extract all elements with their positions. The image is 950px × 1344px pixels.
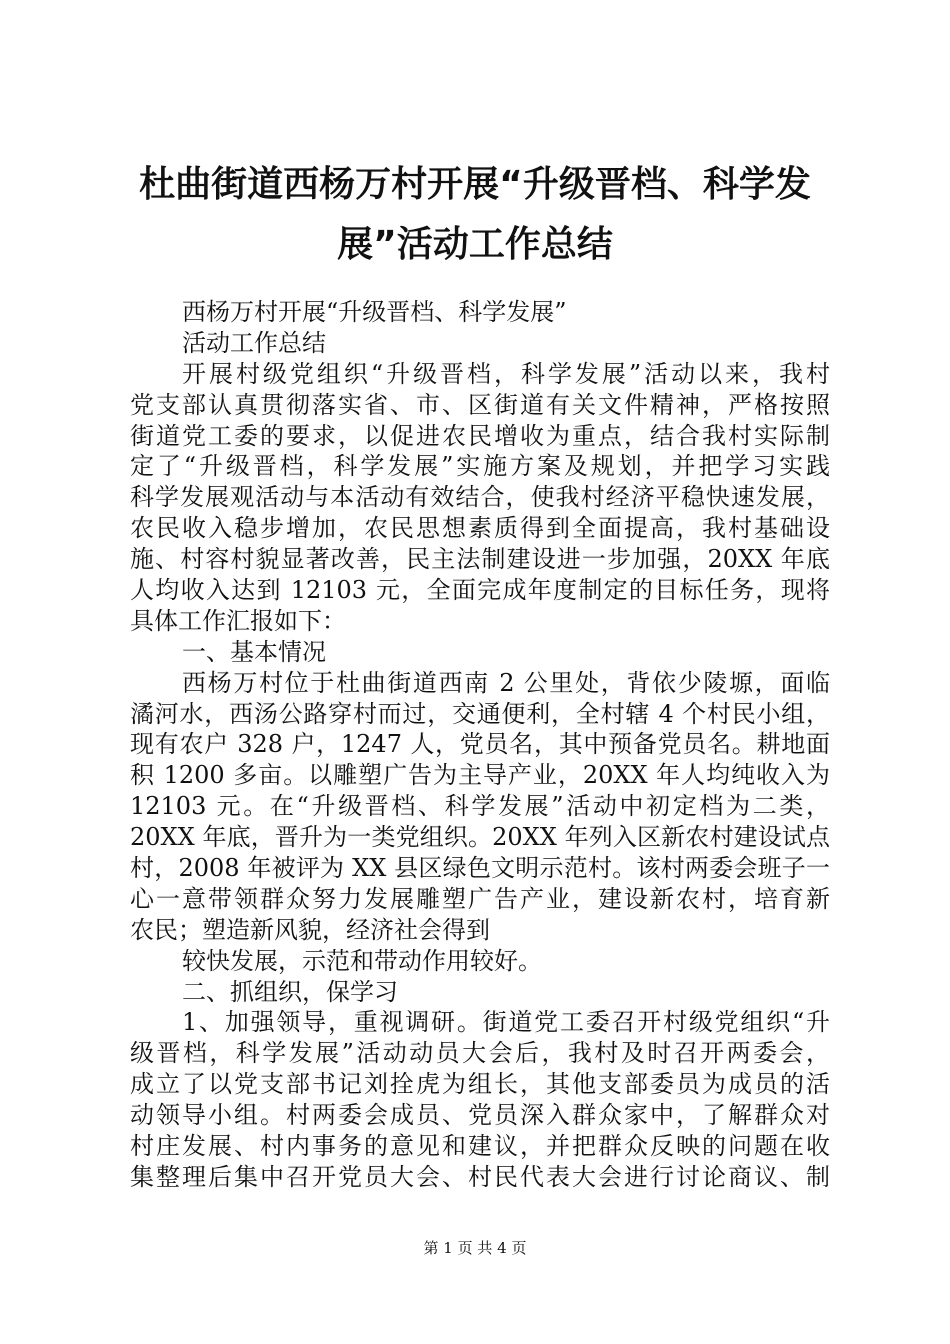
paragraph-line: 较快发展，示范和带动作用较好。	[182, 946, 542, 975]
paragraph-line: 具体工作汇报如下：	[130, 606, 346, 635]
paragraph-line: 西杨万村位于杜曲街道西南 2 公里处，背依少陵塬，面临	[182, 668, 830, 697]
document-title	[120, 155, 830, 275]
paragraph-line: 现有农户 328 户，1247 人，党员名，其中预备党员名。耕地面	[130, 730, 830, 759]
subtitle-line-1: 西杨万村开展“升级晋档、科学发展”	[182, 298, 567, 326]
paragraph-line: 1、加强领导，重视调研。街道党工委召开村级党组织“升	[182, 1008, 830, 1037]
page-footer: 第 1 页 共 4 页	[423, 1239, 527, 1257]
paragraph-line: 定了“升级晋档，科学发展”实施方案及规划，并把学习实践	[130, 452, 830, 481]
paragraph-line: 党支部认真贯彻落实省、市、区街道有关文件精神，严格按照	[130, 390, 830, 419]
title-line-1: 杜曲街道西杨万村开展“升级晋档、科学发	[139, 164, 811, 205]
paragraph-line: 集整理后集中召开党员大会、村民代表大会进行讨论商议、制	[130, 1162, 830, 1191]
paragraph-line: 级晋档，科学发展”活动动员大会后，我村及时召开两委会，	[130, 1039, 830, 1068]
section-heading-organization: 二、抓组织，保学习	[182, 977, 398, 1006]
paragraph-line: 人均收入达到 12103 元，全面完成年度制定的目标任务，现将	[130, 576, 830, 605]
paragraph-line: 12103 元。在“升级晋档、科学发展”活动中初定档为二类，	[130, 792, 830, 821]
paragraph-line: 科学发展观活动与本活动有效结合，使我村经济平稳快速发展，	[130, 483, 830, 512]
paragraph-line: 村庄发展、村内事务的意见和建议，并把群众反映的问题在收	[130, 1132, 830, 1161]
paragraph-line: 村，2008 年被评为 XX 县区绿色文明示范村。该村两委会班子一	[130, 854, 830, 883]
paragraph-line: 20XX 年底，晋升为一类党组织。20XX 年列入区新农村建设试点	[130, 823, 830, 852]
paragraph-line: 成立了以党支部书记刘拴虎为组长，其他支部委员为成员的活	[130, 1070, 830, 1099]
subtitle-line-2: 活动工作总结	[182, 328, 326, 357]
paragraph-line: 街道党工委的要求，以促进农民增收为重点，结合我村实际制	[130, 421, 830, 450]
paragraph-line: 农民；塑造新风貌，经济社会得到	[130, 915, 490, 944]
paragraph-line: 动领导小组。村两委会成员、党员深入群众家中，了解群众对	[130, 1101, 830, 1130]
paragraph-line: 开展村级党组织“升级晋档，科学发展”活动以来，我村	[182, 359, 830, 388]
paragraph-line: 心一意带领群众努力发展雕塑广告产业，建设新农村，培育新	[130, 884, 830, 913]
section-heading-basic: 一、基本情况	[182, 637, 326, 666]
paragraph-line: 农民收入稳步增加，农民思想素质得到全面提高，我村基础设	[130, 514, 830, 543]
paragraph-line: 施、村容村貌显著改善，民主法制建设进一步加强，20XX 年底	[130, 545, 830, 574]
paragraph-line: 积 1200 多亩。以雕塑广告为主导产业，20XX 年人均纯收入为	[130, 761, 830, 790]
paragraph-line: 潏河水，西汤公路穿村而过，交通便利，全村辖 4 个村民小组，	[130, 699, 830, 728]
title-line-2: 展”活动工作总结	[337, 224, 613, 265]
document-body	[130, 297, 830, 1193]
